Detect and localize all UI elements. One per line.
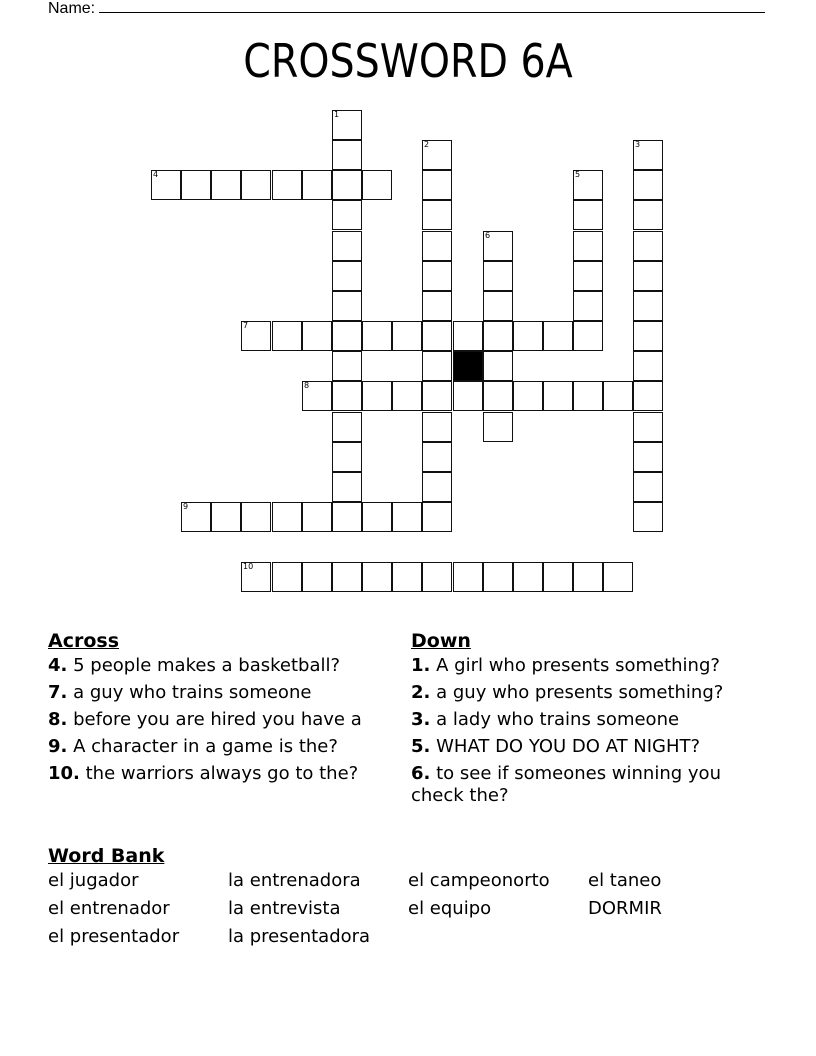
grid-cell[interactable] — [332, 140, 362, 170]
grid-cell-10[interactable] — [241, 562, 271, 592]
word-bank-item: la entrenadora — [228, 870, 361, 891]
grid-cell[interactable] — [272, 170, 302, 200]
grid-cell[interactable] — [543, 381, 573, 411]
grid-cell[interactable] — [483, 412, 513, 442]
grid-cell-5[interactable] — [573, 170, 603, 200]
grid-cell[interactable] — [332, 562, 362, 592]
grid-cell[interactable] — [543, 562, 573, 592]
grid-cell[interactable] — [422, 291, 452, 321]
grid-cell[interactable] — [332, 231, 362, 261]
clue-text: 5 people makes a basketball? — [73, 655, 341, 676]
page-title: CROSSWORD 6A — [243, 34, 573, 88]
grid-cell[interactable] — [513, 381, 543, 411]
grid-cell-6[interactable] — [483, 231, 513, 261]
clue-number-label: 10 — [243, 562, 254, 571]
clue-down-6 — [411, 763, 761, 807]
grid-cell[interactable] — [453, 562, 483, 592]
grid-cell[interactable] — [332, 381, 362, 411]
grid-cell[interactable] — [332, 472, 362, 502]
clue-number: 5. — [411, 736, 431, 757]
clue-text: a guy who presents something? — [436, 682, 724, 703]
grid-cell[interactable] — [392, 321, 422, 351]
grid-cell[interactable] — [483, 562, 513, 592]
grid-cell[interactable] — [332, 291, 362, 321]
grid-cell[interactable] — [633, 261, 663, 291]
down-clues — [411, 628, 761, 812]
clue-number: 6. — [411, 763, 431, 784]
grid-cell[interactable] — [362, 321, 392, 351]
clue-text: A character in a game is the? — [73, 736, 338, 757]
grid-cell[interactable] — [633, 351, 663, 381]
word-bank — [48, 845, 768, 949]
word-bank-item: el presentador — [48, 926, 180, 947]
grid-cell[interactable] — [483, 381, 513, 411]
clue-text: a guy who trains someone — [73, 682, 312, 703]
word-bank-item: DORMIR — [588, 898, 662, 919]
black-cell — [453, 351, 483, 381]
grid-cell[interactable] — [362, 170, 392, 200]
grid-cell[interactable] — [302, 502, 332, 532]
grid-cell[interactable] — [422, 321, 452, 351]
word-bank-item: el campeonorto — [408, 870, 550, 891]
grid-cell[interactable] — [181, 170, 211, 200]
down-heading: Down — [411, 630, 471, 652]
grid-cell-9[interactable] — [181, 502, 211, 532]
grid-cell[interactable] — [211, 502, 241, 532]
grid-cell[interactable] — [573, 562, 603, 592]
grid-cell[interactable] — [241, 502, 271, 532]
word-bank-heading: Word Bank — [48, 845, 165, 867]
clue-text: A girl who presents something? — [436, 655, 720, 676]
grid-cell[interactable] — [392, 381, 422, 411]
clue-number: 7. — [48, 682, 68, 703]
clue-text: a lady who trains someone — [436, 709, 680, 730]
grid-cell[interactable] — [633, 291, 663, 321]
word-bank-item: el taneo — [588, 870, 662, 891]
word-bank-item: el entrenador — [48, 898, 170, 919]
grid-cell-2[interactable] — [422, 140, 452, 170]
grid-cell[interactable] — [483, 351, 513, 381]
grid-cell[interactable] — [332, 170, 362, 200]
grid-cell[interactable] — [633, 231, 663, 261]
grid-cell[interactable] — [573, 261, 603, 291]
clue-number: 4. — [48, 655, 68, 676]
clue-number: 9. — [48, 736, 68, 757]
across-clues — [48, 628, 393, 790]
clue-text: to see if someones winning you check the? — [411, 763, 721, 806]
down-clue-list — [411, 655, 761, 807]
clue-down-1 — [411, 655, 761, 677]
clue-across-8 — [48, 709, 393, 731]
grid-cell[interactable] — [543, 321, 573, 351]
grid-cell[interactable] — [332, 502, 362, 532]
word-bank-item: la entrevista — [228, 898, 341, 919]
grid-cell[interactable] — [362, 381, 392, 411]
grid-cell[interactable] — [422, 502, 452, 532]
grid-cell[interactable] — [573, 381, 603, 411]
clue-number: 2. — [411, 682, 431, 703]
grid-cell[interactable] — [633, 321, 663, 351]
grid-cell[interactable] — [332, 321, 362, 351]
grid-cell[interactable] — [272, 562, 302, 592]
clue-across-9 — [48, 736, 393, 758]
grid-cell[interactable] — [633, 412, 663, 442]
grid-cell[interactable] — [422, 442, 452, 472]
grid-cell[interactable] — [392, 502, 422, 532]
clue-number-label: 7 — [243, 321, 249, 330]
clue-across-7 — [48, 682, 393, 704]
across-heading: Across — [48, 630, 120, 652]
clue-down-2 — [411, 682, 761, 704]
clue-number-label: 8 — [304, 381, 310, 390]
grid-cell[interactable] — [422, 472, 452, 502]
grid-cell[interactable] — [513, 321, 543, 351]
grid-cell-3[interactable] — [633, 140, 663, 170]
grid-cell[interactable] — [633, 442, 663, 472]
grid-cell[interactable] — [422, 261, 452, 291]
clue-down-3 — [411, 709, 761, 731]
across-clue-list — [48, 655, 393, 785]
grid-cell[interactable] — [573, 321, 603, 351]
grid-cell[interactable] — [422, 412, 452, 442]
grid-cell[interactable] — [573, 231, 603, 261]
grid-cell[interactable] — [422, 170, 452, 200]
grid-cell[interactable] — [332, 351, 362, 381]
clue-number: 10. — [48, 763, 80, 784]
clue-number: 3. — [411, 709, 431, 730]
word-bank-item: la presentadora — [228, 926, 371, 947]
grid-cell[interactable] — [603, 381, 633, 411]
grid-cell[interactable] — [302, 321, 332, 351]
clue-number: 1. — [411, 655, 431, 676]
grid-cell[interactable] — [332, 261, 362, 291]
clue-text: before you are hired you have a — [73, 709, 362, 730]
clue-text: WHAT DO YOU DO AT NIGHT? — [436, 736, 701, 757]
grid-cell[interactable] — [633, 381, 663, 411]
grid-cell[interactable] — [573, 200, 603, 230]
grid-cell[interactable] — [633, 502, 663, 532]
grid-cell[interactable] — [422, 200, 452, 230]
grid-cell[interactable] — [453, 321, 483, 351]
grid-cell[interactable] — [633, 200, 663, 230]
grid-cell[interactable] — [422, 231, 452, 261]
grid-cell[interactable] — [422, 381, 452, 411]
grid-cell[interactable] — [272, 502, 302, 532]
word-bank-item: el jugador — [48, 870, 139, 891]
grid-cell[interactable] — [362, 562, 392, 592]
clue-text: the warriors always go to the? — [85, 763, 359, 784]
clue-number: 8. — [48, 709, 68, 730]
grid-cell[interactable] — [513, 562, 543, 592]
grid-cell[interactable] — [633, 472, 663, 502]
grid-cell[interactable] — [332, 412, 362, 442]
clue-down-5 — [411, 736, 761, 758]
grid-cell-8[interactable] — [302, 381, 332, 411]
grid-cell[interactable] — [573, 291, 603, 321]
clue-number-label: 3 — [635, 140, 641, 149]
grid-cell-4[interactable] — [151, 170, 181, 200]
grid-cell[interactable] — [272, 321, 302, 351]
grid-cell[interactable] — [332, 442, 362, 472]
grid-cell[interactable] — [483, 261, 513, 291]
grid-cell[interactable] — [483, 321, 513, 351]
clue-number-label: 1 — [334, 110, 340, 119]
grid-cell[interactable] — [422, 351, 452, 381]
word-bank-list — [48, 869, 768, 949]
grid-cell[interactable] — [392, 562, 422, 592]
clue-across-10 — [48, 763, 393, 785]
grid-cell[interactable] — [453, 381, 483, 411]
grid-cell[interactable] — [211, 170, 241, 200]
grid-cell[interactable] — [483, 291, 513, 321]
grid-cell[interactable] — [422, 562, 452, 592]
clue-number-label: 9 — [183, 502, 189, 511]
grid-cell[interactable] — [302, 170, 332, 200]
clue-number-label: 2 — [424, 140, 430, 149]
word-bank-item: el equipo — [408, 898, 492, 919]
grid-cell[interactable] — [302, 562, 332, 592]
clue-number-label: 6 — [485, 231, 491, 240]
grid-cell[interactable] — [332, 200, 362, 230]
name-label: Name: — [48, 0, 96, 17]
clue-number-label: 4 — [153, 170, 159, 179]
grid-cell[interactable] — [362, 502, 392, 532]
grid-cell-1[interactable] — [332, 110, 362, 140]
clue-across-4 — [48, 655, 393, 677]
grid-cell[interactable] — [241, 170, 271, 200]
grid-cell[interactable] — [633, 170, 663, 200]
clue-number-label: 5 — [575, 170, 581, 179]
grid-cell-7[interactable] — [241, 321, 271, 351]
grid-cell[interactable] — [603, 562, 633, 592]
